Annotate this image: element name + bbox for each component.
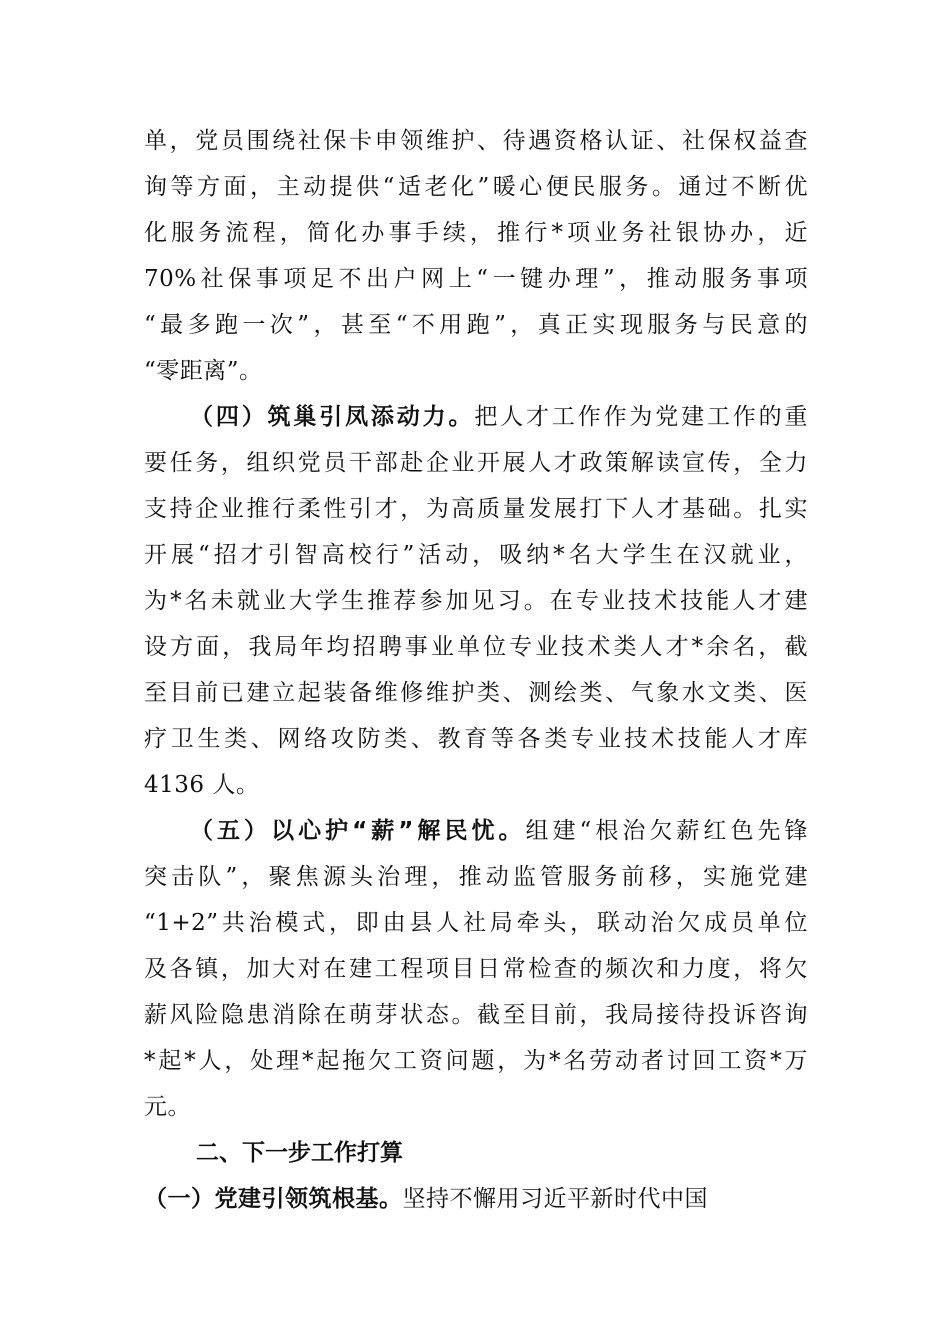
text-line: 询等方面，主动提供“适老化”暖心便民服务。通过不断优 [144,174,808,200]
text-line: 开展“招才引智高校行”活动，吸纳*名大学生在汉就业， [144,542,808,568]
text-line: 单，党员围绕社保卡申领维护、待遇资格认证、社保权益查 [144,128,808,154]
text-span: 坚持不懈用习近平新时代中国 [402,1186,708,1212]
text-line: 要任务，组织党员干部赴企业开展人才政策解读宣传，全力 [144,450,808,476]
text-line: “零距离”。 [144,358,263,384]
text-line: 支持企业推行柔性引才，为高质量发展打下人才基础。扎实 [144,496,808,522]
paragraph-party-building [144,1176,808,1222]
document-page [144,118,808,1222]
text-line: 及各镇，加大对在建工程项目日常检查的频次和力度，将欠 [144,956,808,982]
text-line: 设方面，我局年均招聘事业单位专业技术类人才*余名，截 [144,634,808,660]
paragraph-wages [144,808,808,1130]
paragraph-continuation [144,118,808,394]
text-line: *起*人，处理*起拖欠工资问题，为*名劳动者讨回工资*万 [144,1048,808,1074]
text-line: 为*名未就业大学生推荐参加见习。在专业技术技能人才建 [144,588,808,614]
text-line: 70%社保事项足不出户网上“一键办理”，推动服务事项 [144,266,808,292]
text-line: “1+2”共治模式，即由县人社局牵头，联动治欠成员单位 [144,910,808,936]
text-span: 组建“根治欠薪红色先锋 [525,818,808,844]
text-line: 4136 人。 [144,772,260,798]
text-line: 疗卫生类、网络攻防类、教育等各类专业技术技能人才库 [144,726,808,752]
paragraph-lead: （四）筑巢引凤添动力。 [190,404,475,430]
text-line: 至目前已建立起装备维修维护类、测绘类、气象水文类、医 [144,680,808,706]
text-line: 薪风险隐患消除在萌芽状态。截至目前，我局接待投诉咨询 [144,1002,808,1028]
section-heading: 二、下一步工作打算 [196,1140,403,1166]
paragraph-lead: （五）以心护“薪”解民忧。 [190,818,526,844]
paragraph-talent [144,394,808,808]
text-line: 元。 [144,1094,191,1120]
text-line: 突击队”，聚焦源头治理，推动监管服务前移，实施党建 [144,864,808,890]
text-line [144,1176,808,1222]
text-line: “最多跑一次”，甚至“不用跑”，真正实现服务与民意的 [144,312,808,338]
text-span: 把人才工作作为党建工作的重 [474,404,809,430]
text-line [144,808,808,854]
paragraph-lead: （一）党建引领筑根基。 [144,1186,403,1212]
text-line: 化服务流程，简化办事手续，推行*项业务社银协办，近 [144,220,808,246]
text-line [144,394,808,440]
